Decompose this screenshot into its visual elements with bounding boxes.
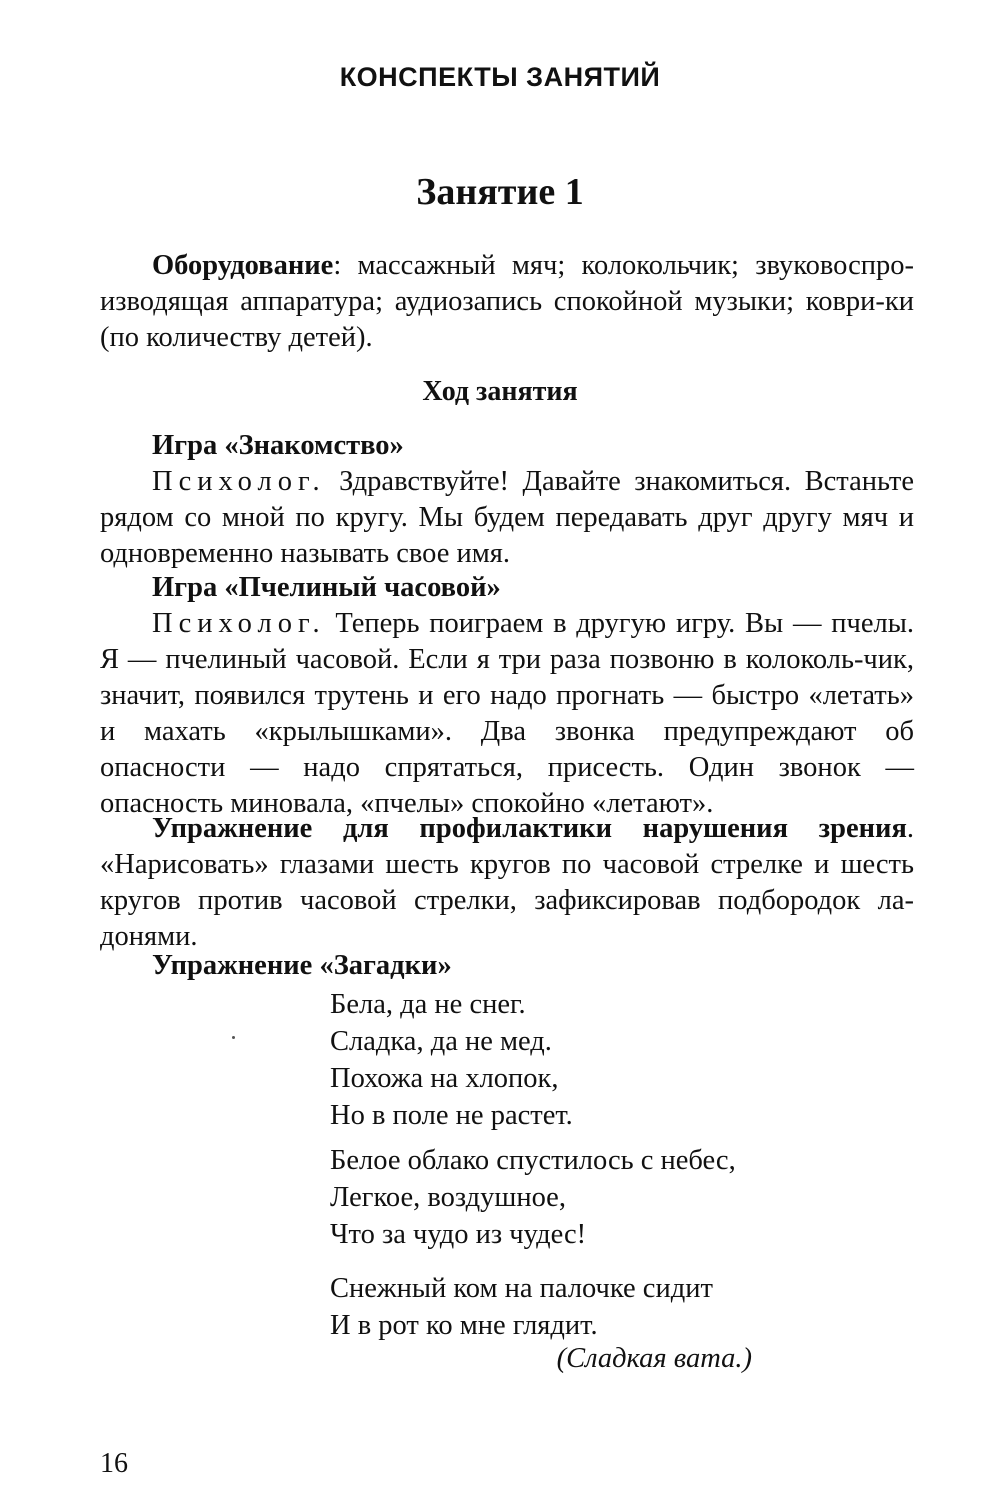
riddle-line: Бела, да не снег. xyxy=(330,989,526,1020)
game1-title: Игра «Знакомство» xyxy=(152,430,404,461)
riddle-line: Что за чудо из чудес! xyxy=(330,1219,587,1250)
game1-text: Здравствуйте! Давайте знакомиться. Встаньте рядом со мной по кругу. Мы будем передавать друг другу мяч и одновременно называть свое имя. xyxy=(100,466,914,569)
exercise2-title: Упражнение «Загадки» xyxy=(152,950,452,981)
riddle-2 xyxy=(330,1142,890,1253)
riddle-answer: (Сладкая вата.) xyxy=(556,1343,752,1374)
running-head: КОНСПЕКТЫ ЗАНЯТИЙ xyxy=(339,62,661,92)
riddle-line: И в рот ко мне глядит. xyxy=(330,1310,598,1341)
print-speck xyxy=(232,1036,235,1039)
exercise2-title-paragraph xyxy=(100,948,914,984)
game1-speaker: Психолог. xyxy=(152,466,326,497)
riddle-line: Снежный ком на палочке сидит xyxy=(330,1273,713,1304)
riddle-line: Но в поле не растет. xyxy=(330,1100,573,1131)
page-number: 16 xyxy=(100,1448,128,1479)
game2-speaker: Психолог. xyxy=(152,608,326,639)
course-title: Ход занятия xyxy=(422,376,578,407)
equipment-paragraph xyxy=(100,248,914,356)
game2-title: Игра «Пчелиный часовой» xyxy=(152,572,501,603)
lesson-title: Занятие 1 xyxy=(416,171,584,213)
exercise1-text: . «Нарисовать» глазами шесть кругов по часовой стрелке и шесть кругов против часовой стрелки, зафиксировав подбородок ла-донями. xyxy=(100,813,914,952)
riddle-line: Белое облако спустилось с небес, xyxy=(330,1145,736,1176)
exercise1-paragraph xyxy=(100,811,914,955)
game1-paragraph xyxy=(100,464,914,572)
equipment-label: Оборудование xyxy=(152,250,334,281)
game1-title-paragraph xyxy=(100,428,914,464)
exercise1-title: Упражнение для профилактики нарушения зрения xyxy=(152,813,907,844)
riddle-3 xyxy=(330,1270,890,1344)
game2-title-paragraph xyxy=(100,570,914,606)
riddle-1 xyxy=(330,986,890,1134)
riddle-line: Легкое, воздушное, xyxy=(330,1182,566,1213)
game2-text: Теперь поиграем в другую игру. Вы — пчелы. Я — пчелиный часовой. Если я три раза позвоню в колоколь-чик, значит, появился трутень и его надо прогнать — быстро «летать» и махать «крылышками». Два звонка предупреждают об опасности — надо спрятаться, присесть. Один звонок — опасность миновала, «пчелы» спокойно «летают». xyxy=(100,608,914,819)
riddle-line: Сладка, да не мед. xyxy=(330,1026,552,1057)
riddle-line: Похожа на хлопок, xyxy=(330,1063,559,1094)
game2-paragraph xyxy=(100,606,914,822)
equipment-text: : массажный мяч; колокольчик; звуковоспро-изводящая аппаратура; аудиозапись спокойной музыки; коври-ки (по количеству детей). xyxy=(100,250,914,353)
